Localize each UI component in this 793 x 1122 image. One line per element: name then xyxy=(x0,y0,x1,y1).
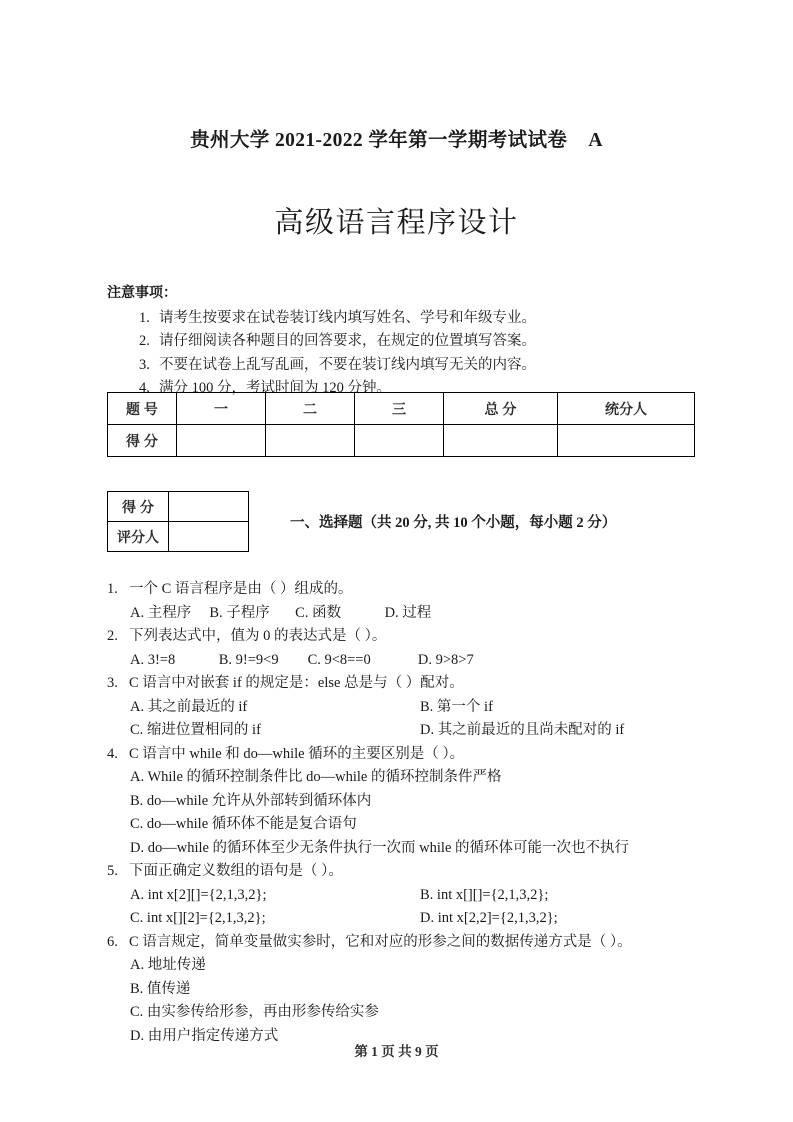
notice-item-number: 2. xyxy=(139,333,150,349)
score-table-header-cell: 二 xyxy=(266,393,355,425)
question-number: 1. xyxy=(107,581,118,597)
table-row xyxy=(108,522,249,552)
question-options-inline[interactable]: A. 主程序 B. 子程序 C. 函数 D. 过程 xyxy=(130,604,432,621)
marker-table-value[interactable] xyxy=(169,522,249,552)
score-table-score-cell[interactable] xyxy=(266,425,355,457)
notice-item-text: 请考生按要求在试卷装订线内填写姓名、学号和年级专业。 xyxy=(159,309,536,326)
notice-item-text: 不要在试卷上乱写乱画，不要在装订线内填写无关的内容。 xyxy=(159,356,536,373)
question-option[interactable]: C. 缩进位置相同的 if xyxy=(130,722,261,738)
notice-item-text: 请仔细阅读各种题目的回答要求，在规定的位置填写答案。 xyxy=(159,333,536,349)
question-option[interactable]: D. 其之前最近的且尚未配对的 if xyxy=(420,722,625,738)
question-number: 6. xyxy=(107,933,118,950)
question-option[interactable]: B. int x[][]={2,1,3,2}; xyxy=(420,886,549,903)
question-block xyxy=(107,743,727,861)
notice-item-text: 满分 100 分，考试时间为 120 分钟。 xyxy=(159,380,391,396)
question-number: 5. xyxy=(107,863,118,879)
page-footer: 第 1 页 共 9 页 xyxy=(354,1044,439,1059)
questions-list xyxy=(107,578,727,1048)
marker-table-value[interactable] xyxy=(169,492,249,522)
question-number: 3. xyxy=(107,675,118,691)
question-block xyxy=(107,625,727,672)
section-heading: 一、选择题（共 20 分, 共 10 个小题，每小题 2 分） xyxy=(290,515,617,531)
score-table-row-label: 得 分 xyxy=(108,425,177,457)
question-text: 下面正确定义数组的语句是（ ）。 xyxy=(129,863,343,879)
question-option[interactable]: B. do—while 允许从外部转到循环体内 xyxy=(130,792,372,809)
score-table-score-cell[interactable] xyxy=(355,425,444,457)
question-text: C 语言中 while 和 do—while 循环的主要区别是（ ）。 xyxy=(129,745,465,762)
notice-block xyxy=(107,282,707,401)
notice-item xyxy=(107,330,707,354)
question-option[interactable]: D. do—while 的循环体至少无条件执行一次而 while 的循环体可能一次也不执行 xyxy=(130,839,630,856)
question-text: 下列表达式中，值为 0 的表达式是（ ）。 xyxy=(129,628,387,644)
question-stem xyxy=(107,625,727,649)
question-option[interactable]: C. int x[][2]={2,1,3,2}; xyxy=(130,910,266,926)
score-table-header-cell: 统分人 xyxy=(558,393,695,425)
notice-item xyxy=(107,354,707,378)
marker-table-label: 评分人 xyxy=(108,522,169,552)
notice-list xyxy=(107,307,707,401)
question-number: 2. xyxy=(107,628,118,644)
question-number: 4. xyxy=(107,745,118,762)
score-table-score-cell[interactable] xyxy=(177,425,266,457)
notice-item-number: 3. xyxy=(139,356,150,373)
question-option[interactable]: A. int x[2][]={2,1,3,2}; xyxy=(130,886,267,903)
score-table-header-cell: 三 xyxy=(355,393,444,425)
question-stem xyxy=(107,672,727,696)
course-subtitle: 高级语言程序设计 xyxy=(274,207,519,239)
question-text: C 语言规定，简单变量做实参时，它和对应的形参之间的数据传递方式是（ ）。 xyxy=(129,933,632,950)
question-stem xyxy=(107,860,727,884)
question-text: C 语言中对嵌套 if 的规定是：else 总是与（ ）配对。 xyxy=(129,675,464,691)
table-row xyxy=(108,393,695,425)
question-stem xyxy=(107,578,727,602)
score-table-row-label: 题 号 xyxy=(108,393,177,425)
question-option[interactable]: A. 其之前最近的 if xyxy=(130,698,248,715)
question-options-inline[interactable]: A. 3!=8 B. 9!=9<9 C. 9<8==0 D. 9>8>7 xyxy=(130,651,474,668)
question-option[interactable]: A. While 的循环控制条件比 do—while 的循环控制条件严格 xyxy=(130,769,502,785)
question-option[interactable]: B. 值传递 xyxy=(130,980,191,997)
question-block xyxy=(107,860,727,931)
question-block xyxy=(107,931,727,1049)
question-option[interactable]: D. int x[2,2]={2,1,3,2}; xyxy=(420,910,558,926)
score-table xyxy=(107,392,695,457)
question-text: 一个 C 语言程序是由（ ）组成的。 xyxy=(129,581,353,597)
score-table-score-cell[interactable] xyxy=(444,425,558,457)
question-option[interactable]: D. 由用户指定传递方式 xyxy=(130,1027,279,1044)
question-option[interactable]: C. do—while 循环体不能是复合语句 xyxy=(130,816,357,832)
notice-heading: 注意事项： xyxy=(107,286,177,301)
notice-item xyxy=(107,307,707,331)
score-table-score-cell[interactable] xyxy=(558,425,695,457)
question-options-grid xyxy=(107,696,727,743)
question-option[interactable]: A. 地址传递 xyxy=(130,957,206,973)
marker-table xyxy=(107,491,249,552)
question-options-grid xyxy=(107,884,727,931)
table-row xyxy=(108,425,695,457)
question-stem xyxy=(107,931,727,955)
question-option[interactable]: B. 第一个 if xyxy=(420,698,493,715)
page-title: 贵州大学 2021-2022 学年第一学期考试试卷 A xyxy=(190,130,603,151)
table-row xyxy=(108,492,249,522)
question-block xyxy=(107,672,727,743)
score-table-header-cell: 总 分 xyxy=(444,393,558,425)
score-table-header-cell: 一 xyxy=(177,393,266,425)
marker-table-label: 得 分 xyxy=(108,492,169,522)
notice-item-number: 1. xyxy=(139,309,150,326)
question-option[interactable]: C. 由实参传给形参，再由形参传给实参 xyxy=(130,1004,379,1020)
question-stem xyxy=(107,743,727,767)
question-block xyxy=(107,578,727,625)
notice-item-number: 4. xyxy=(139,380,150,396)
